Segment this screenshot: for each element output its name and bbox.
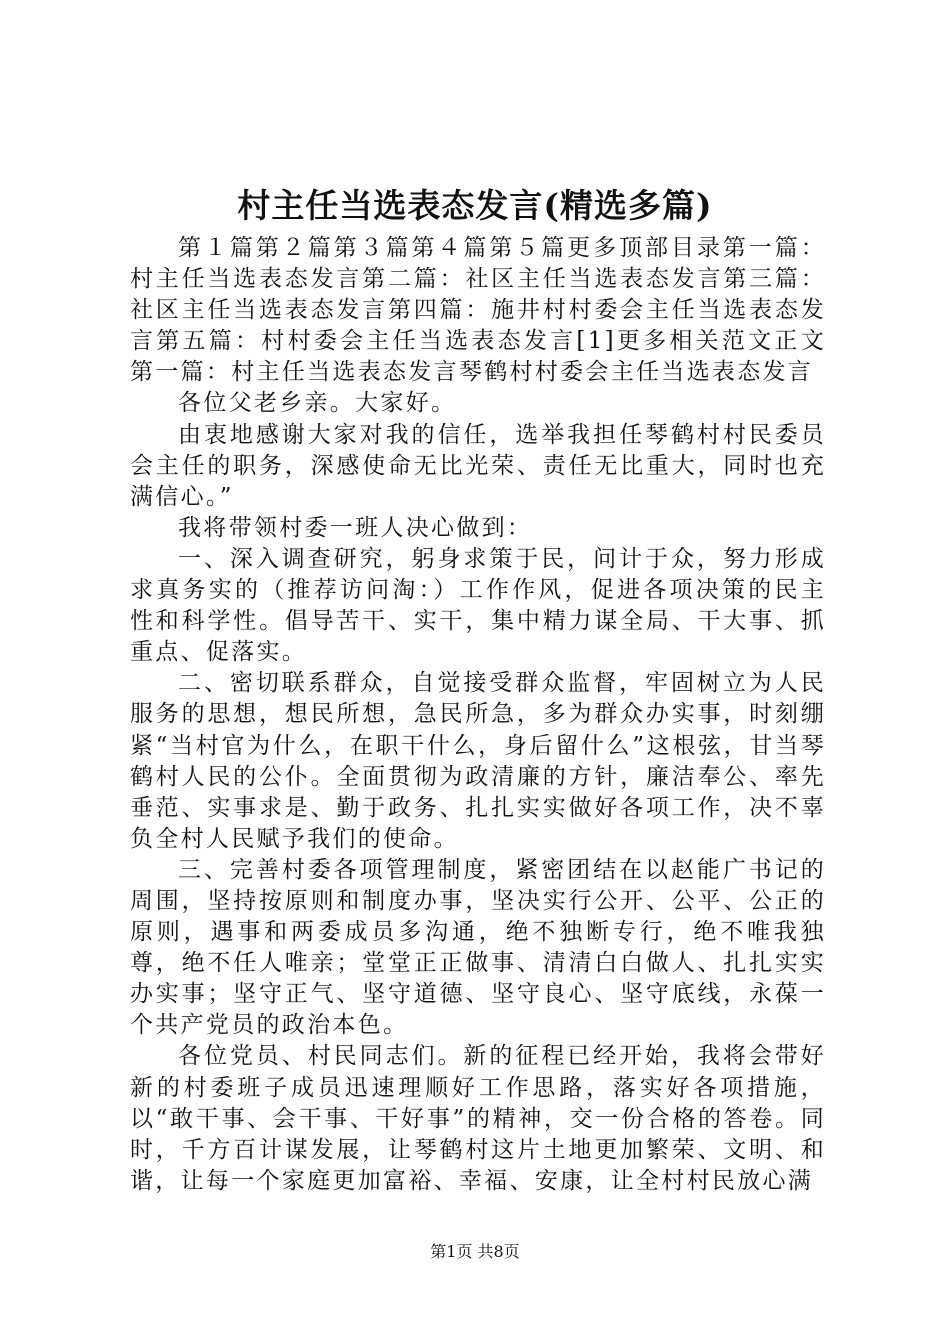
page-number-footer: 第1页 共8页 xyxy=(430,1242,520,1261)
paragraph-point-one: 一、深入调查研究，躬身求策于民，问计于众，努力形成求真务实的（推荐访问淘：）工作作风，促进各项决策的民主性和科学性。倡导苦干、实干，集中精力谋全局、干大事、抓重点、促落实。 xyxy=(130,545,826,666)
paragraph-thanks: 由衷地感谢大家对我的信任，选举我担任琴鹤村村民委员会主任的职务，深感使命无比光荣、责任无比重大，同时也充满信心。” xyxy=(130,421,826,510)
paragraph-greeting: 各位父老乡亲。大家好。 xyxy=(178,390,457,417)
document-title: 村主任当选表态发言(精选多篇) xyxy=(237,186,713,225)
paragraph-table-of-contents: 第１篇第２篇第３篇第４篇第５篇更多顶部目录第一篇：村主任当选表态发言第二篇：社区主任当选表态发言第三篇：社区主任当选表态发言第四篇：施井村村委会主任当选表态发言第五篇：村村委会主任当选表态发言[1]更多相关范文正文第一篇：村主任当选表态发言琴鹤村村委会主任当选表态发言 xyxy=(130,235,826,386)
paragraph-closing: 各位党员、村民同志们。新的征程已经开始，我将会带好新的村委班子成员迅速理顺好工作思路，落实好各项措施，以“敢干事、会干事、干好事”的精神，交一份合格的答卷。同时，千方百计谋发展，让琴鹤村这片土地更加繁荣、文明、和谐，让每一个家庭更加富裕、幸福、安康，让全村村民放心满 xyxy=(130,1043,826,1194)
paragraph-pledge-intro: 我将带领村委一班人决心做到： xyxy=(178,514,533,541)
paragraph-point-two: 二、密切联系群众，自觉接受群众监督，牢固树立为人民服务的思想，想民所想，急民所急，多为群众办实事，时刻绷紧“当村官为什么，在职干什么，身后留什么”这根弦，甘当琴鹤村人民的公仆。全面贯彻为政清廉的方针，廉洁奉公、率先垂范、实事求是、勤于政务、扎扎实实做好各项工作，决不辜负全村人民赋予我们的使命。 xyxy=(130,670,826,852)
paragraph-point-three: 三、完善村委各项管理制度，紧密团结在以赵能广书记的周围，坚持按原则和制度办事，坚决实行公开、公平、公正的原则，遇事和两委成员多沟通，绝不独断专行，绝不唯我独尊，绝不任人唯亲；堂堂正正做事、清清白白做人、扎扎实实办实事；坚守正气、坚守道德、坚守良心、坚守底线，永葆一个共产党员的政治本色。 xyxy=(130,856,826,1039)
document-body xyxy=(130,233,826,1197)
